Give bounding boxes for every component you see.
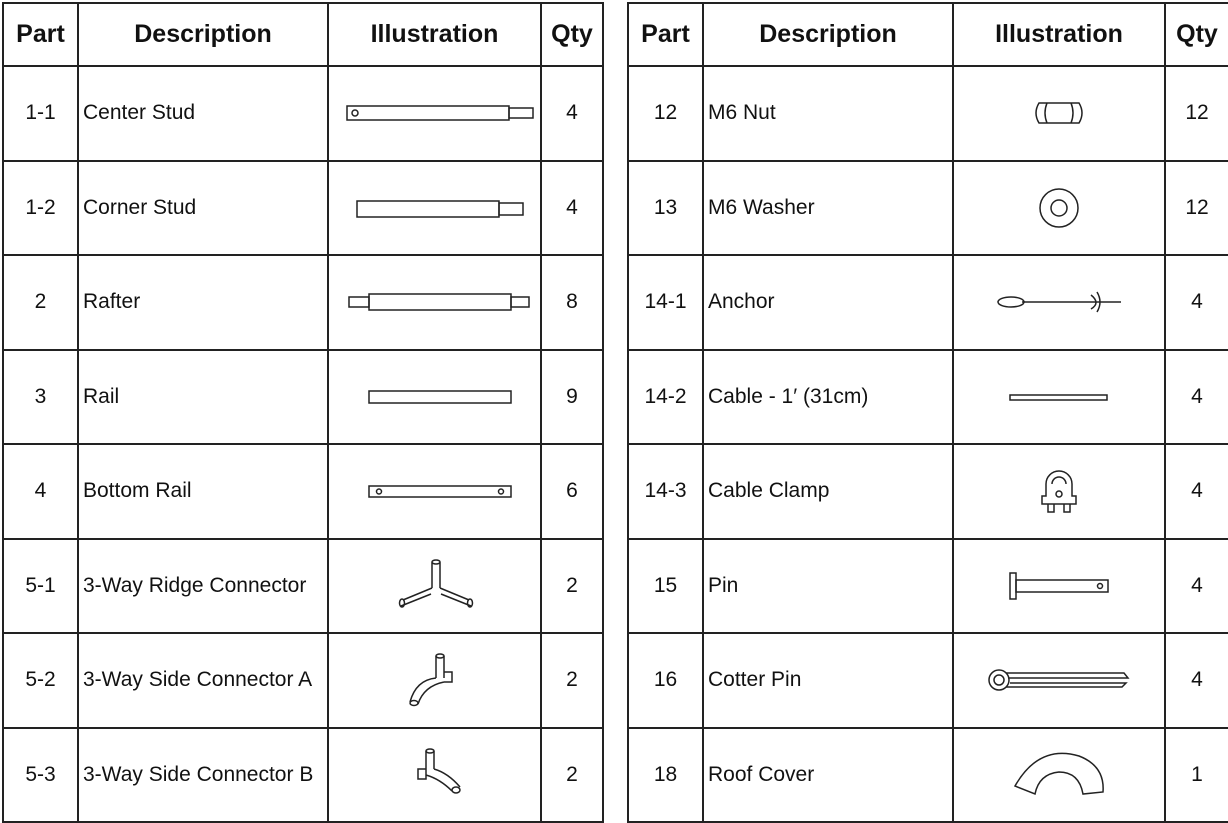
part-qty: 12 <box>1165 161 1228 256</box>
header-illustration: Illustration <box>953 3 1165 66</box>
part-illustration <box>328 728 541 823</box>
part-description: Cotter Pin <box>703 633 953 728</box>
table-row <box>3 633 603 728</box>
pin-icon <box>954 569 1164 603</box>
part-qty: 4 <box>1165 350 1228 445</box>
part-description: Rafter <box>78 255 328 350</box>
header-row <box>628 3 1228 66</box>
anchor-icon <box>954 287 1164 317</box>
header-description: Description <box>78 3 328 66</box>
cable-clamp-icon <box>954 466 1164 516</box>
ridge-connector-icon <box>329 556 540 616</box>
part-illustration <box>953 728 1165 823</box>
part-description: Corner Stud <box>78 161 328 256</box>
table-row <box>3 161 603 256</box>
part-number: 14-2 <box>628 350 703 445</box>
part-illustration <box>328 350 541 445</box>
part-number: 18 <box>628 728 703 823</box>
parts-table-left <box>2 2 604 823</box>
table-row <box>3 728 603 823</box>
part-qty: 4 <box>1165 633 1228 728</box>
part-description: Cable - 1′ (31cm) <box>703 350 953 445</box>
table-row <box>628 539 1228 634</box>
part-illustration <box>953 66 1165 161</box>
table-row <box>628 728 1228 823</box>
side-connector-a-icon <box>329 650 540 710</box>
part-description: M6 Washer <box>703 161 953 256</box>
part-description: 3-Way Side Connector B <box>78 728 328 823</box>
table-row <box>3 444 603 539</box>
part-qty: 9 <box>541 350 603 445</box>
part-number: 16 <box>628 633 703 728</box>
part-illustration <box>953 633 1165 728</box>
header-description: Description <box>703 3 953 66</box>
bottom-rail-icon <box>329 476 540 506</box>
part-qty: 8 <box>541 255 603 350</box>
part-qty: 4 <box>1165 255 1228 350</box>
part-description: 3-Way Ridge Connector <box>78 539 328 634</box>
table-row <box>628 255 1228 350</box>
part-number: 4 <box>3 444 78 539</box>
part-qty: 4 <box>1165 539 1228 634</box>
table-row <box>628 66 1228 161</box>
part-qty: 4 <box>1165 444 1228 539</box>
part-description: Anchor <box>703 255 953 350</box>
part-illustration <box>328 633 541 728</box>
part-qty: 4 <box>541 66 603 161</box>
corner-stud-icon <box>329 193 540 223</box>
header-illustration: Illustration <box>328 3 541 66</box>
washer-icon <box>954 183 1164 233</box>
part-illustration <box>328 161 541 256</box>
part-illustration <box>953 350 1165 445</box>
header-row <box>3 3 603 66</box>
part-illustration <box>328 444 541 539</box>
part-number: 3 <box>3 350 78 445</box>
center-stud-icon <box>329 98 540 128</box>
cable-icon <box>954 387 1164 407</box>
part-number: 5-1 <box>3 539 78 634</box>
part-qty: 2 <box>541 728 603 823</box>
part-qty: 2 <box>541 539 603 634</box>
header-qty: Qty <box>1165 3 1228 66</box>
part-description: Cable Clamp <box>703 444 953 539</box>
table-row <box>3 66 603 161</box>
header-part: Part <box>628 3 703 66</box>
part-number: 2 <box>3 255 78 350</box>
part-qty: 6 <box>541 444 603 539</box>
side-connector-b-icon <box>329 745 540 805</box>
part-description: Pin <box>703 539 953 634</box>
part-number: 13 <box>628 161 703 256</box>
part-illustration <box>953 255 1165 350</box>
header-part: Part <box>3 3 78 66</box>
roof-cover-icon <box>954 750 1164 800</box>
part-illustration <box>953 161 1165 256</box>
part-illustration <box>953 444 1165 539</box>
part-description: Center Stud <box>78 66 328 161</box>
nut-icon <box>954 98 1164 128</box>
table-row <box>628 161 1228 256</box>
part-number: 14-3 <box>628 444 703 539</box>
rafter-icon <box>329 287 540 317</box>
part-number: 12 <box>628 66 703 161</box>
part-qty: 12 <box>1165 66 1228 161</box>
part-number: 5-2 <box>3 633 78 728</box>
part-description: M6 Nut <box>703 66 953 161</box>
table-row <box>628 633 1228 728</box>
part-number: 1-1 <box>3 66 78 161</box>
table-row <box>3 350 603 445</box>
part-qty: 4 <box>541 161 603 256</box>
part-description: 3-Way Side Connector A <box>78 633 328 728</box>
table-row <box>628 444 1228 539</box>
table-row <box>628 350 1228 445</box>
part-illustration <box>328 66 541 161</box>
part-description: Bottom Rail <box>78 444 328 539</box>
part-description: Rail <box>78 350 328 445</box>
part-illustration <box>953 539 1165 634</box>
header-qty: Qty <box>541 3 603 66</box>
part-number: 5-3 <box>3 728 78 823</box>
part-number: 15 <box>628 539 703 634</box>
part-illustration <box>328 539 541 634</box>
part-description: Roof Cover <box>703 728 953 823</box>
table-row <box>3 255 603 350</box>
table-row <box>3 539 603 634</box>
part-number: 14-1 <box>628 255 703 350</box>
part-qty: 1 <box>1165 728 1228 823</box>
cotter-pin-icon <box>954 665 1164 695</box>
parts-table-right <box>627 2 1228 823</box>
part-number: 1-2 <box>3 161 78 256</box>
rail-icon <box>329 382 540 412</box>
part-illustration <box>328 255 541 350</box>
part-qty: 2 <box>541 633 603 728</box>
